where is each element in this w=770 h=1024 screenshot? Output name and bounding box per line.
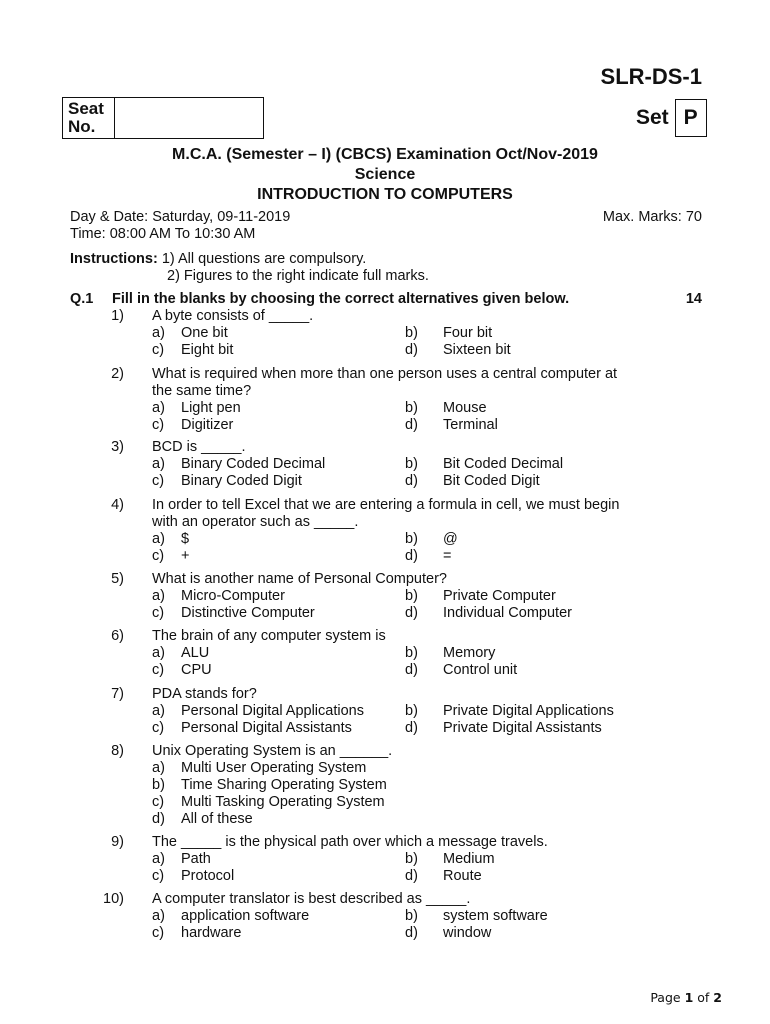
option-letter: a) <box>152 456 165 472</box>
option-letter: c) <box>152 662 165 678</box>
set-value: P <box>675 99 707 137</box>
option-text: Memory <box>443 645 496 661</box>
section-marks: 14 <box>685 291 702 307</box>
option-letter: c) <box>152 473 165 489</box>
instruction-1: 1) All questions are compulsory. <box>161 251 367 267</box>
option-letter: b) <box>405 588 418 604</box>
option-text: hardware <box>181 925 242 941</box>
option-text: Light pen <box>181 400 241 416</box>
option-letter: a) <box>152 908 165 924</box>
question-number: 3) <box>111 439 124 455</box>
question-text: What is another name of Personal Computer? <box>152 571 447 587</box>
day-date: Day & Date: Saturday, 09-11-2019 <box>70 209 291 225</box>
set-label: Set <box>636 106 669 129</box>
option-letter: b) <box>405 531 418 547</box>
seat-number-box <box>62 97 264 139</box>
option-letter: a) <box>152 645 165 661</box>
option-letter: d) <box>405 417 418 433</box>
option-letter: d) <box>405 868 418 884</box>
option-text: Bit Coded Digit <box>443 473 540 489</box>
option-text: Terminal <box>443 417 498 433</box>
option-text: Mouse <box>443 400 487 416</box>
option-text: Multi User Operating System <box>181 760 367 776</box>
question-text: The brain of any computer system is <box>152 628 386 644</box>
faculty: Science <box>354 166 416 183</box>
instructions <box>70 251 366 267</box>
exam-title: M.C.A. (Semester – I) (CBCS) Examination Oct/Nov-2019 <box>172 146 598 163</box>
option-text: + <box>181 548 190 564</box>
instruction-2: 2) Figures to the right indicate full marks. <box>167 268 429 284</box>
option-letter: c) <box>152 925 165 941</box>
instructions-label: Instructions: <box>70 251 158 267</box>
question-number: 1) <box>111 308 124 324</box>
option-letter: d) <box>152 811 165 827</box>
question-text: A computer translator is best described as _____. <box>152 891 471 907</box>
option-letter: d) <box>405 720 418 736</box>
option-text: Path <box>181 851 211 867</box>
question-text: A byte consists of _____. <box>152 308 314 324</box>
option-text: @ <box>443 531 458 547</box>
option-letter: a) <box>152 531 165 547</box>
option-text: window <box>443 925 492 941</box>
question-number: 7) <box>111 686 124 702</box>
set-indicator <box>636 99 707 137</box>
question-text: BCD is _____. <box>152 439 246 455</box>
option-text: ALU <box>181 645 210 661</box>
option-letter: b) <box>405 908 418 924</box>
subject-title: INTRODUCTION TO COMPUTERS <box>257 186 513 203</box>
option-text: CPU <box>181 662 212 678</box>
option-text: Private Digital Applications <box>443 703 614 719</box>
section-number: Q.1 <box>70 291 94 307</box>
option-letter: b) <box>405 456 418 472</box>
option-letter: d) <box>405 662 418 678</box>
page-word: Page <box>650 990 681 1005</box>
question-text: In order to tell Excel that we are entering a formula in cell, we must begin <box>152 497 620 513</box>
question-number: 4) <box>111 497 124 513</box>
question-number: 6) <box>111 628 124 644</box>
option-letter: b) <box>405 703 418 719</box>
question-number: 9) <box>111 834 124 850</box>
section-title: Fill in the blanks by choosing the correct alternatives given below. <box>112 291 570 307</box>
question-number: 5) <box>111 571 124 587</box>
option-letter: c) <box>152 794 165 810</box>
question-number: 8) <box>111 743 124 759</box>
option-letter: a) <box>152 760 165 776</box>
option-letter: c) <box>152 720 165 736</box>
option-text: Micro-Computer <box>181 588 285 604</box>
option-letter: c) <box>152 868 165 884</box>
question-text: the same time? <box>152 383 252 399</box>
option-text: = <box>443 548 452 564</box>
option-letter: a) <box>152 703 165 719</box>
option-letter: c) <box>152 605 165 621</box>
option-letter: a) <box>152 400 165 416</box>
option-letter: a) <box>152 325 165 341</box>
paper-code: SLR-DS-1 <box>600 64 702 89</box>
option-text: All of these <box>181 811 253 827</box>
of-word: of <box>697 990 710 1005</box>
option-letter: c) <box>152 548 165 564</box>
exam-time: Time: 08:00 AM To 10:30 AM <box>70 226 256 242</box>
option-letter: d) <box>405 342 418 358</box>
option-text: system software <box>443 908 548 924</box>
question-text: Unix Operating System is an ______. <box>152 743 393 759</box>
option-text: Digitizer <box>181 417 234 433</box>
option-text: One bit <box>181 325 228 341</box>
option-letter: c) <box>152 342 165 358</box>
option-letter: b) <box>405 400 418 416</box>
option-text: Route <box>443 868 482 884</box>
question-text: with an operator such as _____. <box>152 514 359 530</box>
option-text: Protocol <box>181 868 235 884</box>
option-text: Distinctive Computer <box>181 605 315 621</box>
question-text: What is required when more than one person uses a central computer at <box>152 366 618 382</box>
option-letter: d) <box>405 605 418 621</box>
question-number: 10) <box>103 891 124 907</box>
page-total: 2 <box>713 990 722 1005</box>
option-letter: b) <box>405 851 418 867</box>
option-text: Control unit <box>443 662 518 678</box>
option-letter: b) <box>405 645 418 661</box>
option-letter: b) <box>152 777 165 793</box>
option-text: Medium <box>443 851 495 867</box>
question-text: The _____ is the physical path over which a message travels. <box>152 834 548 850</box>
option-letter: d) <box>405 925 418 941</box>
option-text: application software <box>181 908 310 924</box>
question-number: 2) <box>111 366 124 382</box>
option-letter: a) <box>152 851 165 867</box>
option-text: Individual Computer <box>443 605 572 621</box>
page-footer <box>650 990 722 1005</box>
page-number: 1 <box>684 990 694 1005</box>
option-letter: d) <box>405 473 418 489</box>
option-text: Binary Coded Digit <box>181 473 302 489</box>
option-text: Multi Tasking Operating System <box>181 794 385 810</box>
seat-label: Seat No. <box>63 98 115 138</box>
option-letter: b) <box>405 325 418 341</box>
option-text: Bit Coded Decimal <box>443 456 564 472</box>
option-text: Private Computer <box>443 588 556 604</box>
question-text: PDA stands for? <box>152 686 257 702</box>
option-text: Sixteen bit <box>443 342 511 358</box>
option-text: Private Digital Assistants <box>443 720 602 736</box>
option-text: Personal Digital Assistants <box>181 720 352 736</box>
option-text: Personal Digital Applications <box>181 703 364 719</box>
option-text: Four bit <box>443 325 493 341</box>
option-letter: c) <box>152 417 165 433</box>
option-letter: a) <box>152 588 165 604</box>
max-marks: Max. Marks: 70 <box>602 209 702 225</box>
option-text: $ <box>181 531 190 547</box>
option-text: Binary Coded Decimal <box>181 456 326 472</box>
option-text: Eight bit <box>181 342 234 358</box>
option-letter: d) <box>405 548 418 564</box>
option-text: Time Sharing Operating System <box>181 777 387 793</box>
